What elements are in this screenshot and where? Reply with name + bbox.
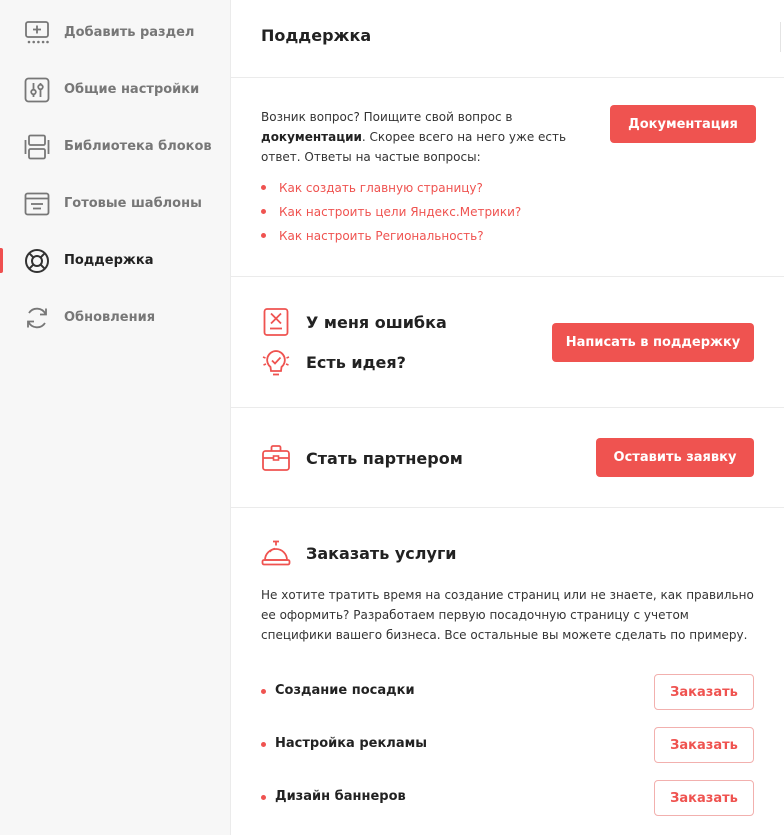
sliders-icon (24, 77, 50, 103)
service-row (261, 674, 754, 710)
docs-section (231, 79, 784, 277)
sidebar-item-blocks-library[interactable] (0, 118, 230, 175)
add-section-icon (24, 20, 50, 46)
panel-edge (780, 22, 784, 52)
main-panel (231, 0, 784, 835)
partner-label: Стать партнером (306, 448, 463, 468)
leave-request-button[interactable]: Оставить заявку (596, 438, 754, 477)
service-row (261, 727, 754, 763)
idea-bulb-icon (261, 347, 291, 377)
blocks-library-icon (24, 134, 50, 160)
idea-label: Есть идея? (306, 352, 406, 372)
service-name: Создание посадки (261, 683, 415, 698)
services-section (231, 508, 784, 835)
sidebar-item-label: Добавить раздел (64, 25, 195, 40)
service-bell-icon (261, 538, 291, 568)
sidebar-item-add-section[interactable] (0, 4, 230, 61)
order-button[interactable]: Заказать (654, 674, 754, 710)
refresh-icon (24, 305, 50, 331)
sidebar-item-updates[interactable] (0, 289, 230, 346)
sidebar-item-general-settings[interactable] (0, 61, 230, 118)
service-name: Настройка рекламы (261, 736, 427, 751)
docs-link-bold[interactable]: документации (261, 130, 362, 144)
services-description: Не хотите тратить время на создание страниц или не знаете, как правильно ее оформить? Разработаем первую посадочную страницу с учетом специфики вашего бизнеса. Все остальные вы можете сделать по примеру. (261, 588, 754, 642)
sidebar-item-label: Обновления (64, 310, 156, 325)
faq-link[interactable]: Как настроить цели Яндекс.Метрики? (261, 203, 521, 227)
order-button[interactable]: Заказать (654, 780, 754, 816)
faq-list (261, 179, 521, 251)
docs-intro-text: Возник вопрос? Поищите свой вопрос в (261, 110, 513, 124)
sidebar (0, 0, 231, 835)
error-report-icon (261, 307, 291, 337)
faq-link[interactable]: Как настроить Региональность? (261, 227, 521, 251)
service-name: Дизайн баннеров (261, 789, 406, 804)
service-row (261, 780, 754, 816)
sidebar-item-support[interactable] (0, 232, 230, 289)
templates-icon (24, 191, 50, 217)
documentation-button[interactable]: Документация (610, 105, 756, 143)
briefcase-icon (261, 443, 291, 473)
sidebar-item-label: Библиотека блоков (64, 139, 212, 154)
services-title: Заказать услуги (306, 543, 457, 563)
error-label: У меня ошибка (306, 312, 447, 332)
order-button[interactable]: Заказать (654, 727, 754, 763)
write-support-button[interactable]: Написать в поддержку (552, 323, 754, 362)
faq-link[interactable]: Как создать главную страницу? (261, 179, 521, 203)
error-feature (261, 307, 447, 337)
sidebar-item-label: Готовые шаблоны (64, 196, 202, 211)
services-feature (261, 538, 457, 568)
sidebar-item-label: Общие настройки (64, 82, 200, 97)
page-title: Поддержка (261, 26, 372, 45)
lifebuoy-icon (24, 248, 50, 274)
docs-intro (261, 107, 581, 167)
partner-feature (261, 443, 463, 473)
sidebar-item-label: Поддержка (64, 253, 154, 268)
header (231, 0, 784, 78)
idea-feature (261, 347, 406, 377)
sidebar-item-templates[interactable] (0, 175, 230, 232)
docs-intro-text-end: . Скорее всего на него уже есть ответ. Ответы на частые вопросы: (261, 130, 567, 164)
support-section (231, 277, 784, 408)
partner-section (231, 408, 784, 508)
